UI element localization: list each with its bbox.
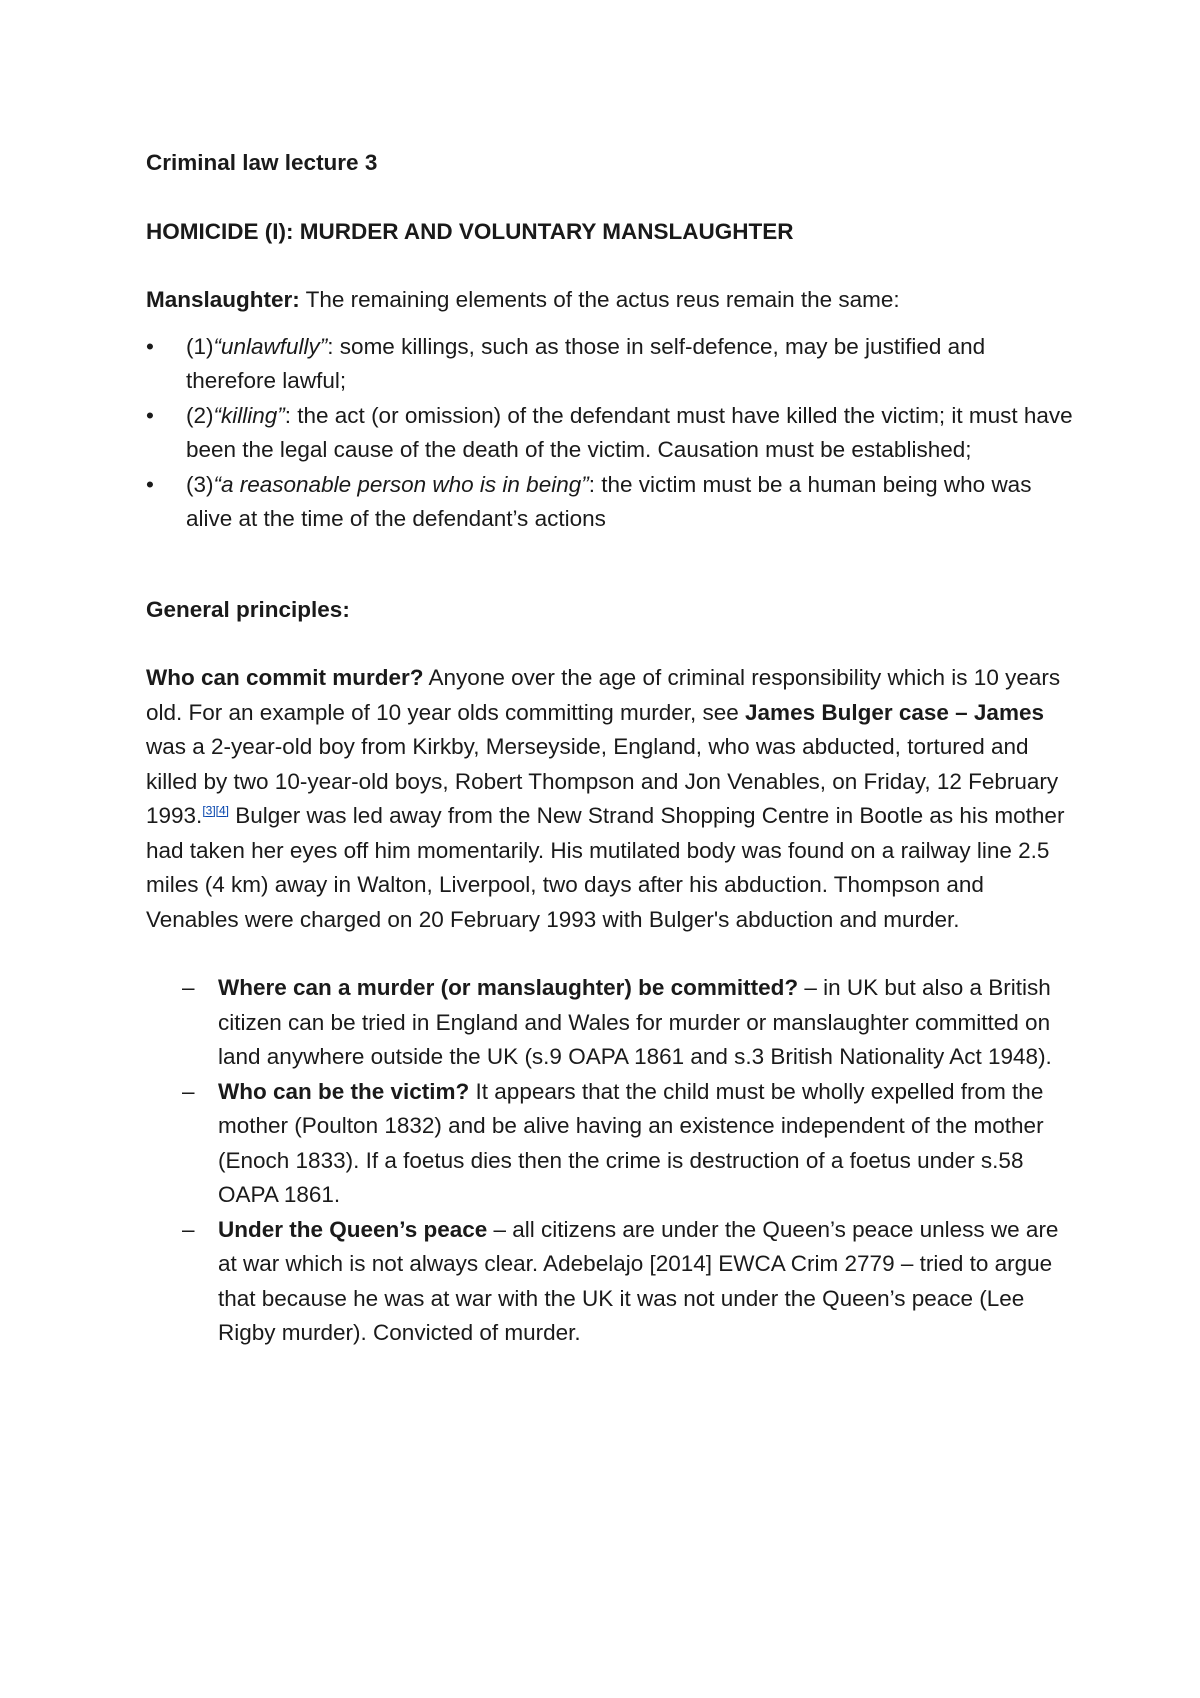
- dash-icon: –: [182, 1216, 195, 1242]
- principles-list: [146, 971, 1076, 1351]
- list-item: • (1)“unlawfully”: some killings, such as those in self-defence, may be justified and therefore lawful;: [146, 330, 1076, 399]
- list-item: • (2)“killing”: the act (or omission) of the defendant must have killed the victim; it must have been the legal cause of the death of the victim. Causation must be established;: [146, 399, 1076, 468]
- reference-link[interactable]: [3][4]: [202, 803, 229, 818]
- bullet-icon: •: [146, 471, 154, 497]
- list-item: – Where can a murder (or manslaughter) be committed? – in UK but also a British citizen can be tried in England and Wales for murder or manslaughter committed on land anywhere outside the UK (s.9 OAPA 1861 and s.3 British Nationality Act 1948).: [146, 971, 1076, 1075]
- bullet-icon: •: [146, 402, 154, 428]
- manslaughter-paragraph: [146, 283, 1076, 318]
- dash-icon: –: [182, 975, 195, 1000]
- list-item: – Who can be the victim? It appears that the child must be wholly expelled from the mother (Poulton 1832) and be alive having an existence independent of the mother (Enoch 1833). If a foetus dies then the crime is destruction of a foetus under s.58 OAPA 1861.: [146, 1075, 1076, 1213]
- actus-reus-list: [146, 330, 1076, 537]
- who-can-commit-label: Who can commit murder?: [146, 665, 424, 690]
- document-title: Criminal law lecture 3: [146, 150, 378, 175]
- bullet-icon: •: [146, 333, 154, 359]
- case-label: James Bulger case – James: [745, 699, 1044, 725]
- manslaughter-text: The remaining elements of the actus reus remain the same:: [299, 287, 900, 312]
- manslaughter-label: Manslaughter:: [146, 287, 300, 312]
- dash-icon: –: [182, 1078, 195, 1104]
- document-subtitle: HOMICIDE (I): MURDER AND VOLUNTARY MANSLAUGHTER: [146, 218, 794, 244]
- list-item: – Under the Queen’s peace – all citizens are under the Queen’s peace unless we are at war which is not always clear. Adebelajo [2014] EWCA Crim 2779 – tried to argue that because he was at war with the UK it was not under the Queen’s peace (Lee Rigby murder). Convicted of murder.: [146, 1213, 1076, 1351]
- document-page: [146, 146, 1076, 1351]
- who-can-commit-paragraph: Who can commit murder? Anyone over the age of criminal responsibility which is 10 years old. For an example of 10 year olds committing murder, see James Bulger case – James was a 2-year-old boy from Kirkby, Merseyside, England, who was abducted, tortured and killed by two 10-year-old boys, Robert Thompson and Jon Venables, on Friday, 12 February 1993.[3][4] Bulger was led away from the New Strand Shopping Centre in Bootle as his mother had taken her eyes off him momentarily. His mutilated body was found on a railway line 2.5 miles (4 km) away in Walton, Liverpool, two days after his abduction. Thompson and Venables were charged on 20 February 1993 with Bulger's abduction and murder.: [146, 665, 1065, 932]
- general-principles-heading: General principles:: [146, 596, 350, 622]
- list-item: • (3)“a reasonable person who is in being”: the victim must be a human being who was alive at the time of the defendant’s actions: [146, 468, 1076, 537]
